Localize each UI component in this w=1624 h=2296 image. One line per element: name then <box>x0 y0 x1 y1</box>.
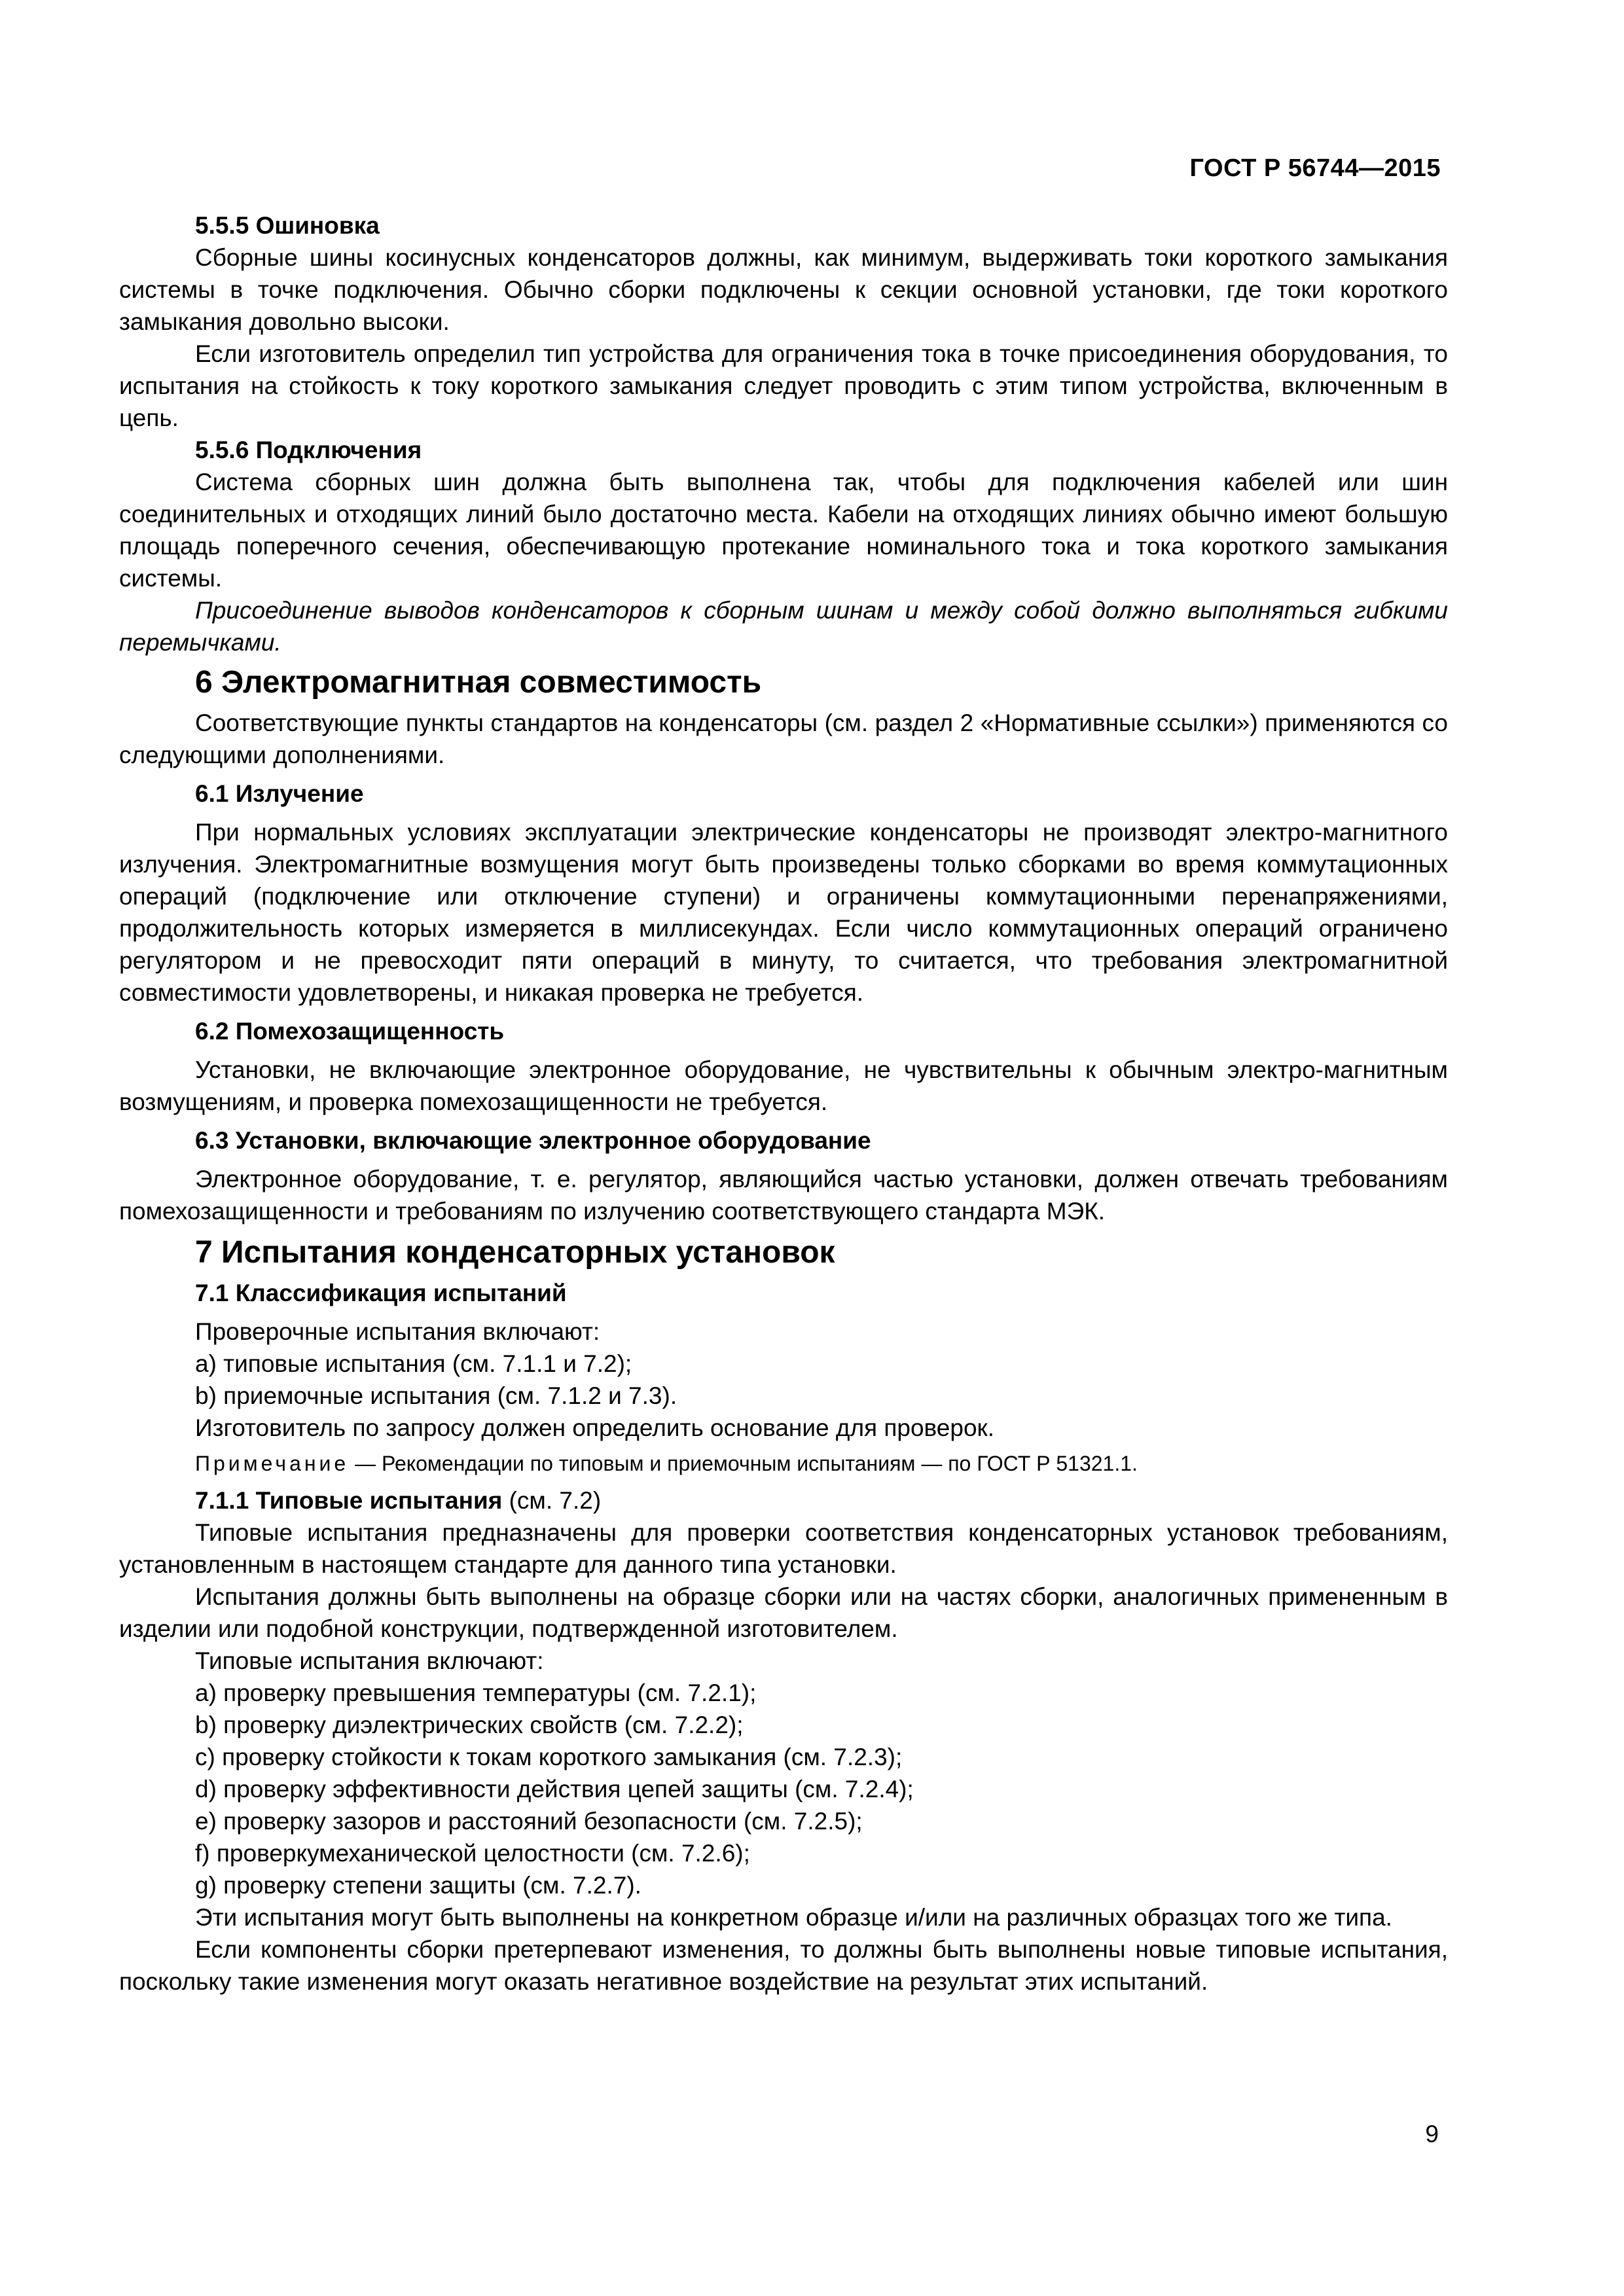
section-6-2-paragraph-1: Установки, не включающие электронное оборудование, не чувствительны к обычным электро-магнитным возмущениям, и проверка помехозащищенности не требуется. <box>119 1056 1448 1115</box>
document-header: ГОСТ Р 56744—2015 <box>1189 154 1441 182</box>
section-5-5-5-paragraph-1: Сборные шины косинусных конденсаторов должны, как минимум, выдерживать токи короткого замыкания системы в точке подключения. Обычно сборки подключены к секции основной установки, где токи короткого замыкания довольно высоки. <box>119 244 1448 335</box>
section-7-1-1-paragraph-2: Испытания должны быть выполнены на образце сборки или на частях сборки, аналогичных примененным в изделии или подобной конструкции, подтвержденной изготовителем. <box>119 1583 1448 1642</box>
section-7-1-intro: Проверочные испытания включают: <box>195 1318 600 1345</box>
list-item: f) проверкумеханической целостности (см. 7.2.6); <box>195 1840 750 1867</box>
section-7-1-1-paragraph-4: Если компоненты сборки претерпевают изменения, то должны быть выполнены новые типовые испытания, поскольку такие изменения могут оказать негативное воздействие на результат этих испытаний. <box>119 1936 1448 1995</box>
section-7-title: 7 Испытания конденсаторных установок <box>195 1235 835 1270</box>
section-6-1-paragraph-1: При нормальных условиях эксплуатации электрические конденсаторы не производят электро-магнитного излучения. Электромагнитные возмущения могут быть произведены только сборками во время коммутационных операций (подключение или отключение ступени) и ограничены коммутационными перенапряжениями, продолжительность которых измеряется в миллисекундах. Если число коммутационных операций ограничено регулятором и не превосходит пяти операций в минуту, то считается, что требования электромагнитной совместимости удовлетворены, и никакая проверка не требуется. <box>119 819 1448 1006</box>
note <box>119 1449 1448 1478</box>
section-6-paragraph-1: Соответствующие пункты стандартов на конденсаторы (см. раздел 2 «Нормативные ссылки») применяются со следующими дополнениями. <box>119 709 1448 768</box>
list-item: d) проверку эффективности действия цепей защиты (см. 7.2.4); <box>195 1776 914 1803</box>
section-7-1-1-title-bold: 7.1.1 Типовые испытания <box>195 1487 503 1514</box>
note-text: — Рекомендации по типовым и приемочным испытаниям — по ГОСТ Р 51321.1. <box>349 1452 1138 1475</box>
section-5-5-5-title: 5.5.5 Ошиновка <box>195 212 380 239</box>
document-body <box>119 209 1448 1998</box>
section-6-1-title: 6.1 Излучение <box>195 780 364 807</box>
section-7-1-1-intro: Типовые испытания включают: <box>195 1647 544 1674</box>
section-7-1-item-a: a) типовые испытания (см. 7.1.1 и 7.2); <box>195 1350 632 1377</box>
list-item: c) проверку стойкости к токам короткого замыкания (см. 7.2.3); <box>195 1744 903 1770</box>
list-item: b) проверку диэлектрических свойств (см. 7.2.2); <box>195 1712 744 1738</box>
section-6-3-title: 6.3 Установки, включающие электронное оборудование <box>195 1127 871 1154</box>
section-7-1-1-title-ref: (см. 7.2) <box>502 1487 602 1514</box>
section-6-2-title: 6.2 Помехозащищенность <box>195 1018 505 1045</box>
section-7-1-item-b: b) приемочные испытания (см. 7.1.2 и 7.3). <box>195 1382 677 1409</box>
list-item: a) проверку превышения температуры (см. 7.2.1); <box>195 1679 757 1706</box>
list-item: g) проверку степени защиты (см. 7.2.7). <box>195 1872 641 1899</box>
note-label: Примечание <box>195 1452 350 1475</box>
section-7-1-1-paragraph-3: Эти испытания могут быть выполнены на конкретном образце и/или на различных образцах того же типа. <box>195 1904 1392 1931</box>
section-5-5-6-paragraph-1: Система сборных шин должна быть выполнена так, чтобы для подключения кабелей или шин соединительных и отходящих линий было достаточно места. Кабели на отходящих линиях обычно имеют большую площадь поперечного сечения, обеспечивающую протекание номинального тока и тока короткого замыкания системы. <box>119 469 1448 592</box>
section-7-1-1-title <box>119 1484 1448 1516</box>
section-7-1-1-paragraph-1: Типовые испытания предназначены для проверки соответствия конденсаторных установок требованиям, установленным в настоящем стандарте для данного типа установки. <box>119 1519 1448 1578</box>
section-5-5-6-paragraph-2: Присоединение выводов конденсаторов к сборным шинам и между собой должно выполняться гибкими перемычками. <box>119 597 1448 656</box>
list-item: e) проверку зазоров и расстояний безопасности (см. 7.2.5); <box>195 1808 863 1835</box>
section-6-title: 6 Электромагнитная совместимость <box>195 665 762 700</box>
section-6-3-paragraph-1: Электронное оборудование, т. е. регулятор, являющийся частью установки, должен отвечать требованиям помехозащищенности и требованиям по излучению соответствующего стандарта МЭК. <box>119 1166 1448 1225</box>
section-7-1-title: 7.1 Классификация испытаний <box>195 1280 567 1306</box>
section-5-5-5-paragraph-2: Если изготовитель определил тип устройства для ограничения тока в точке присоединения оборудования, то испытания на стойкость к току короткого замыкания следует проводить с этим типом устройства, включенным в цепь. <box>119 340 1448 431</box>
section-5-5-6-title: 5.5.6 Подключения <box>195 437 422 463</box>
section-7-1-paragraph: Изготовитель по запросу должен определить основание для проверок. <box>195 1414 994 1441</box>
page-number: 9 <box>1425 2121 1439 2147</box>
